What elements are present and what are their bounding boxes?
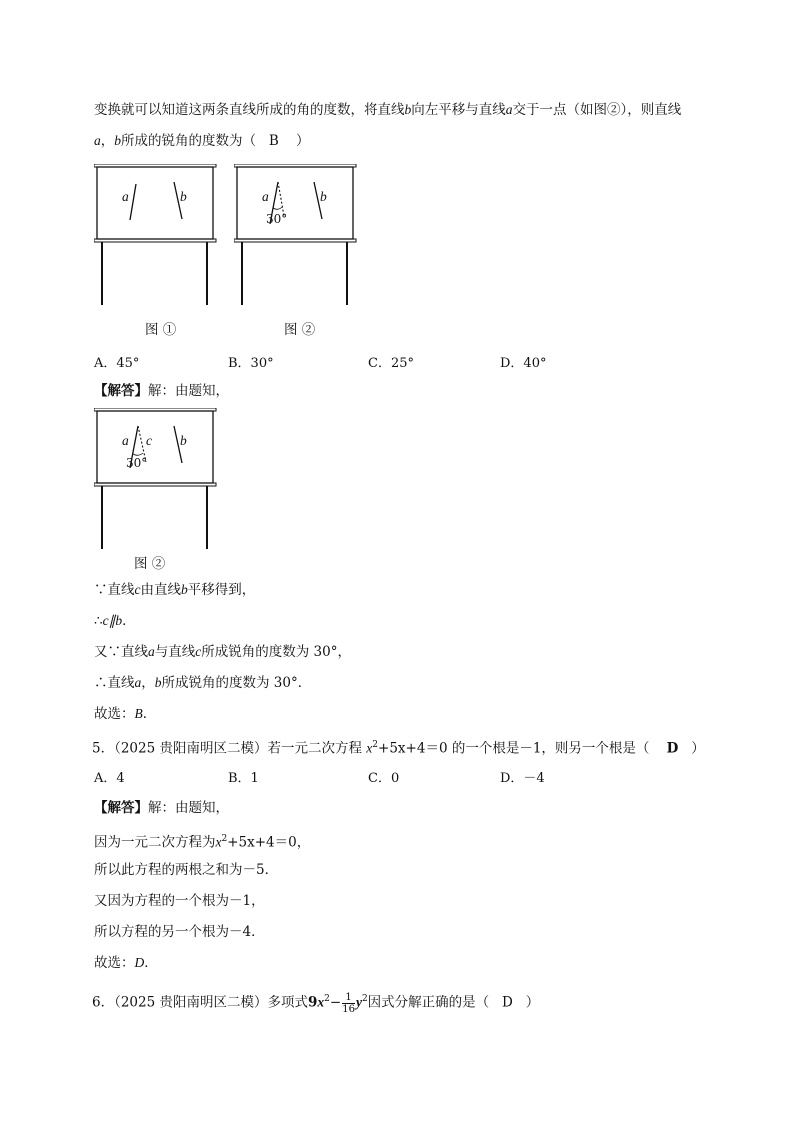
text: 所成锐角的度数为 30°． [161, 675, 312, 691]
question-text: 因式分解正确的是（ [367, 994, 490, 1011]
coefficient: 9 [308, 994, 318, 1011]
text: ∵直线 [94, 582, 135, 598]
figure-1-blackboard [94, 164, 218, 308]
fraction-numerator: 1 [342, 992, 355, 1004]
text: ． [122, 613, 136, 629]
intro-line-2 [94, 132, 309, 150]
var-b: b [404, 102, 412, 117]
var-b: b [114, 133, 121, 148]
solution-label: 【解答】 [94, 383, 148, 399]
comma: ， [141, 675, 155, 691]
q5-solution-heading [94, 799, 229, 817]
fig2-label-a: a [262, 189, 269, 204]
question-text: +5x+4＝0 的一个根是－1，则另一个根是（ [378, 740, 650, 757]
answer-letter: D [502, 994, 513, 1011]
var-x: x [317, 994, 325, 1010]
q4-solution-heading [94, 382, 229, 400]
q4-solution-line-5 [94, 705, 156, 723]
q4-solution-line-4 [94, 674, 311, 692]
fraction-denominator: 16 [342, 1003, 355, 1015]
intro-line-1 [94, 101, 681, 119]
question-number: 5． [92, 740, 115, 757]
fig3-angle-label: 30° [126, 456, 148, 470]
intro-text: 变换就可以知道这两条直线所成的角的度数，将直线 [94, 102, 405, 118]
text: ∴直线 [94, 675, 135, 691]
paren-close: ） [295, 133, 310, 149]
text: +5x+4＝0， [227, 834, 311, 851]
var-b: b [154, 675, 162, 690]
q5-option-b: B．1 [228, 771, 259, 786]
text: 故选： [94, 706, 135, 722]
q4-solution-line-2 [94, 612, 136, 630]
text: ． [142, 706, 157, 722]
exponent: 2 [361, 994, 368, 1004]
var-c: c [195, 644, 202, 659]
var-x: x [366, 740, 373, 756]
exponent: 2 [372, 740, 379, 750]
q5-solution-line-2: 所以此方程的两根之和为－5． [94, 862, 279, 878]
q5-question [92, 736, 705, 758]
var-a: a [134, 675, 142, 690]
q4-solution-line-1 [94, 581, 255, 599]
question-text: （2025 贵阳南明区二模）若一元二次方程 [114, 740, 362, 757]
text: ∴ [94, 613, 103, 629]
exponent: 2 [221, 834, 228, 844]
q5-solution-line-5 [94, 954, 158, 972]
figure-2-caption: 图 ② [284, 322, 316, 338]
q5-solution-line-4: 所以方程的另一个根为－4． [94, 924, 265, 940]
q4-option-a: A．45° [94, 356, 140, 371]
text: 平移得到， [187, 582, 256, 598]
q4-solution-line-3 [94, 643, 351, 661]
var-y: y [355, 994, 362, 1010]
parallel-expr: c∥b [102, 613, 123, 628]
solution-intro: 解：由题知， [148, 383, 229, 399]
figure-1-caption: 图 ① [145, 322, 177, 338]
text: 故选： [94, 955, 135, 971]
text: 因为一元二次方程为 [94, 834, 216, 851]
question-number: 6． [92, 994, 115, 1011]
answer-letter: D [666, 740, 679, 757]
fig3-label-c: c [146, 433, 152, 448]
fig1-label-b: b [180, 189, 187, 204]
minus-sign: − [329, 994, 342, 1011]
var-a: a [94, 133, 101, 148]
question-text: （2025 贵阳南明区二模）多项式 [114, 994, 308, 1011]
paren-close: ） [691, 740, 705, 757]
exponent: 2 [324, 994, 330, 1004]
intro-text: 向左平移与直线 [411, 102, 506, 118]
text: 又∵直线 [94, 644, 148, 660]
var-x: x [215, 834, 222, 850]
q5-solution-line-3: 又因为方程的一个根为－1， [94, 893, 265, 909]
figure-3-caption: 图 ② [134, 556, 166, 572]
fig3-label-b: b [180, 433, 187, 448]
var-b: b [181, 582, 188, 597]
q4-option-b: B．30° [228, 356, 274, 371]
var-a: a [148, 644, 155, 659]
fraction [342, 992, 355, 1015]
answer-letter: B [134, 706, 143, 721]
fig3-label-a: a [122, 433, 129, 448]
fig2-angle-label: 30° [266, 212, 288, 226]
figure-2-blackboard [234, 164, 358, 308]
q4-option-c: C．25° [368, 356, 414, 371]
var-a: a [505, 102, 513, 117]
answer-letter: D [134, 955, 145, 970]
intro-text: 交于一点（如图②），则直线 [512, 102, 682, 118]
q5-option-c: C．0 [368, 771, 400, 786]
q5-option-a: A．4 [94, 771, 125, 786]
solution-intro: 解：由题知， [148, 800, 229, 816]
q5-solution-line-1 [94, 830, 310, 852]
answer-letter: B [268, 133, 279, 149]
q6-question [92, 990, 539, 1015]
text: 由直线 [140, 582, 181, 598]
text: ． [144, 955, 158, 971]
q4-option-d: D．40° [500, 356, 547, 371]
fig2-label-b: b [320, 189, 327, 204]
text: 与直线 [154, 644, 196, 660]
var-c: c [134, 582, 141, 597]
solution-label: 【解答】 [94, 800, 148, 816]
comma: ， [100, 133, 115, 149]
fig1-label-a: a [122, 189, 129, 204]
figure-3-blackboard [94, 408, 218, 552]
paren-close: ） [525, 994, 540, 1011]
text: 所成锐角的度数为 30°， [201, 644, 351, 660]
q5-option-d: D．－4 [500, 771, 545, 786]
intro-text: 所成的锐角的度数为（ [121, 133, 256, 149]
